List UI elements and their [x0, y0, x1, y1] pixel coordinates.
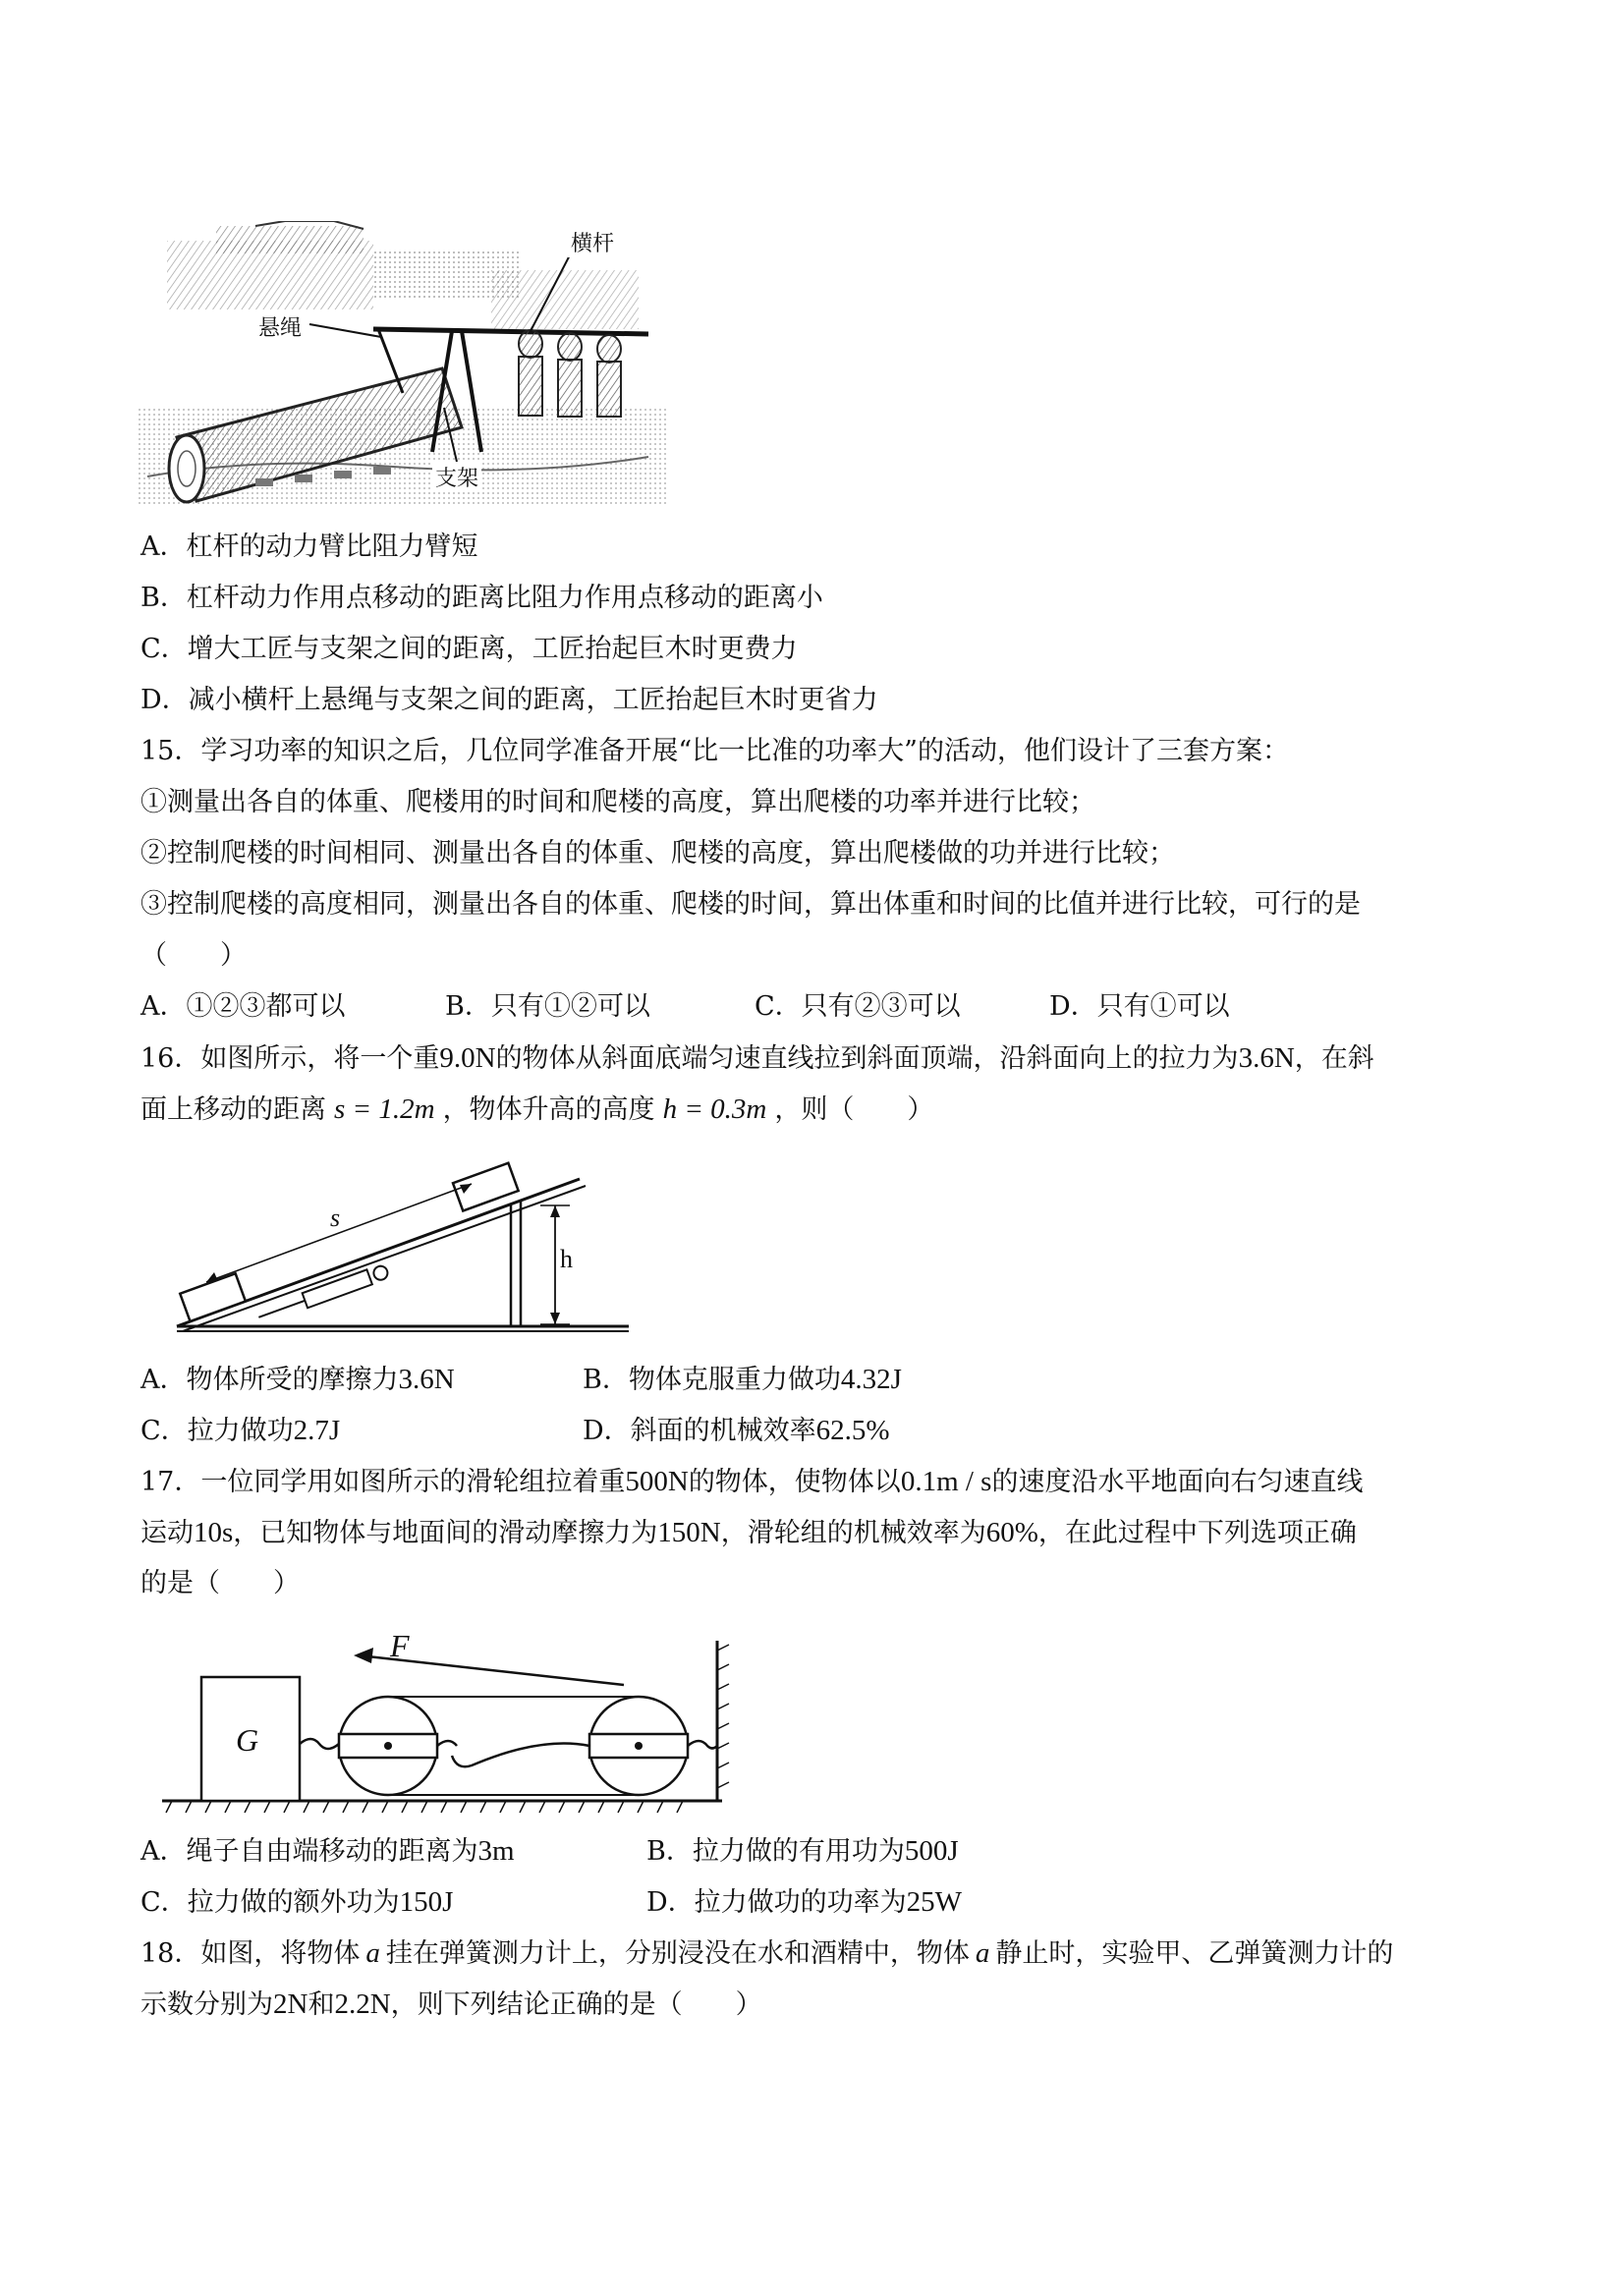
q15-option-c: C．只有②③可以 [755, 991, 961, 1022]
pulley-block-label: G [236, 1722, 259, 1758]
q16-stem-e: ，物体升高的高度 [442, 1094, 655, 1125]
q16-stem-a: 16．如图所示，将一个重 [140, 1043, 440, 1074]
q16-option-b-value: 4.32J [840, 1364, 902, 1395]
q16-stem-line-1 [140, 1039, 1374, 1078]
q18-stem-f: ，则下列结论正确的是（ ） [390, 1989, 762, 2020]
q17-option-b [646, 1832, 959, 1871]
q17-speed: 0.1m / s [900, 1466, 992, 1497]
incline-diagram [147, 1145, 639, 1341]
q16-force: 3.6N [1238, 1042, 1295, 1074]
q15-plan-2: ②控制爬楼的时间相同、测量出各自的体重、爬楼的高度，算出爬楼做的功并进行比较； [140, 838, 1175, 868]
incline-h-label: h [560, 1245, 573, 1273]
lever-figure [138, 221, 668, 506]
q16-option-d-value: 62.5% [815, 1415, 890, 1446]
q14-option-d: D．减小横杆上悬绳与支架之间的距离，工匠抬起巨木时更省力 [140, 685, 878, 715]
q16-distance: s = 1.2m [334, 1093, 435, 1125]
rope-label: 悬绳 [255, 311, 305, 342]
q16-stem-line-2 [140, 1091, 933, 1129]
q16-stem-f: ，则（ ） [774, 1094, 934, 1125]
q16-option-c-text: C．拉力做功 [140, 1416, 294, 1446]
q17-stem-line-2 [140, 1514, 1357, 1552]
q16-stem-c: ，在斜 [1294, 1043, 1374, 1074]
q14-option-b: B．杠杆动力作用点移动的距离比阻力作用点移动的距离小 [140, 583, 823, 613]
q18-stem-d: 示数分别为 [140, 1989, 273, 2020]
q18-reading-2: 2.2N [334, 1988, 391, 2020]
q17-option-c [140, 1883, 453, 1922]
q18-object-a-2: a [975, 1937, 990, 1969]
q17-time: 10s [194, 1517, 234, 1548]
q16-weight: 9.0N [439, 1042, 496, 1074]
q17-stem-line-1 [140, 1463, 1363, 1501]
q17-stem-f: ，滑轮组的机械效率为 [720, 1518, 986, 1548]
q16-option-a [140, 1361, 455, 1399]
q15-option-a: A．①②③都可以 [140, 991, 346, 1022]
support-label: 支架 [432, 462, 481, 492]
incline-s-label: s [330, 1204, 341, 1232]
q15-option-b: B．只有①②可以 [445, 991, 650, 1022]
q15-plan-1: ①测量出各自的体重、爬楼用的时间和爬楼的高度，算出爬楼的功率并进行比较； [140, 787, 1095, 817]
q17-option-a [140, 1832, 515, 1871]
q17-option-c-text: C．拉力做的额外功为 [140, 1887, 400, 1918]
q17-stem-e: ，已知物体与地面间的滑动摩擦力为 [233, 1518, 658, 1548]
q16-stem-d: 面上移动的距离 [140, 1094, 326, 1125]
q16-stem-b: 的物体从斜面底端匀速直线拉到斜面顶端，沿斜面向上的拉力为 [495, 1043, 1239, 1074]
q17-efficiency: 60% [985, 1517, 1038, 1548]
q17-stem-b: 的物体，使物体以 [688, 1467, 901, 1497]
q17-option-a-value: 3m [477, 1835, 515, 1867]
q18-stem-e: 和 [308, 1989, 335, 2020]
q14-option-c: C．增大工匠与支架之间的距离，工匠抬起巨木时更费力 [140, 634, 798, 664]
q15-stem: 15．学习功率的知识之后，几位同学准备开展“比一比准的功率大”的活动，他们设计了三套方案： [140, 736, 1289, 766]
q17-option-d-value: 25W [906, 1886, 963, 1918]
q16-option-b [583, 1361, 902, 1399]
pulley-figure [162, 1628, 732, 1818]
q18-object-a-1: a [365, 1937, 380, 1969]
q17-friction: 150N [657, 1517, 721, 1548]
q18-stem-line-1 [140, 1934, 1393, 1973]
q17-stem-d: 运动 [140, 1518, 194, 1548]
q17-stem-a: 17．一位同学用如图所示的滑轮组拉着重 [140, 1467, 626, 1497]
q14-option-a: A．杠杆的动力臂比阻力臂短 [140, 532, 478, 562]
q17-stem-g: ，在此过程中下列选项正确 [1037, 1518, 1357, 1548]
q17-stem-line-3: 的是（ ） [140, 1568, 300, 1598]
q18-stem-b: 挂在弹簧测力计上，分别浸没在水和酒精中，物体 [385, 1938, 970, 1969]
q18-stem-a: 18．如图，将物体 [140, 1938, 361, 1969]
q16-option-a-value: 3.6N [398, 1364, 455, 1395]
q17-option-d-text: D．拉力做功的功率为 [646, 1887, 907, 1918]
q16-option-a-text: A．物体所受的摩擦力 [140, 1365, 399, 1395]
q16-option-b-text: B．物体克服重力做功 [583, 1365, 841, 1395]
q15-bracket: （ ） [140, 940, 247, 971]
q17-option-b-value: 500J [904, 1835, 959, 1867]
lever-illustration [138, 221, 668, 506]
q18-stem-line-2 [140, 1986, 762, 2024]
q17-stem-c: 的速度沿水平地面向右匀速直线 [991, 1467, 1364, 1497]
q16-option-c-value: 2.7J [293, 1415, 341, 1446]
q17-option-b-text: B．拉力做的有用功为 [646, 1836, 905, 1867]
pulley-force-label: F [390, 1628, 410, 1663]
crossbar-label: 横杆 [568, 227, 617, 257]
q18-reading-1: 2N [273, 1988, 308, 2020]
incline-figure [147, 1145, 639, 1341]
q17-weight: 500N [625, 1466, 689, 1497]
q18-stem-c: 静止时，实验甲、乙弹簧测力计的 [995, 1938, 1394, 1969]
q17-option-a-text: A．绳子自由端移动的距离为 [140, 1836, 478, 1867]
q15-option-d: D．只有①可以 [1049, 991, 1230, 1022]
q16-option-d-text: D．斜面的机械效率 [583, 1416, 816, 1446]
q16-option-c [140, 1412, 340, 1450]
q17-option-d [646, 1883, 962, 1922]
q16-option-d [583, 1412, 890, 1450]
q16-height: h = 0.3m [662, 1093, 767, 1125]
q15-plan-3: ③控制爬楼的高度相同，测量出各自的体重、爬楼的时间，算出体重和时间的比值并进行比较，可行的是 [140, 889, 1361, 920]
q17-option-c-value: 150J [399, 1886, 454, 1918]
